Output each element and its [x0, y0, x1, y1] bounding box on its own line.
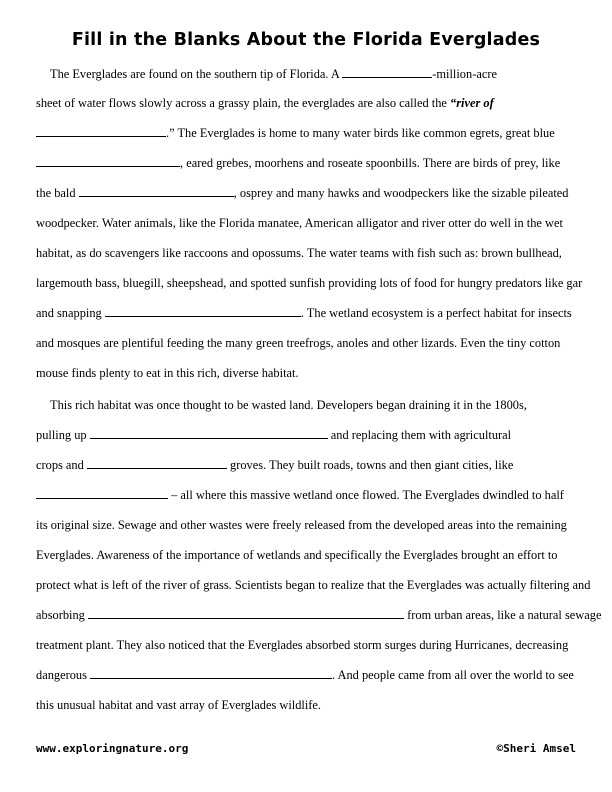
blank-9[interactable]: [88, 608, 404, 619]
text-line: its original size. Sewage and other wastes were freely released from the developed areas into the remaining: [36, 518, 567, 532]
text-line: treatment plant. They also noticed that the Everglades absorbed storm surges during Hurricanes, decreasing: [36, 638, 569, 652]
blank-3[interactable]: [36, 156, 180, 167]
blank-2[interactable]: [36, 126, 166, 137]
text-line: woodpecker. Water animals, like the Florida manatee, American alligator and river otter do well in the wet: [36, 216, 563, 230]
blank-8[interactable]: [36, 488, 168, 499]
text-line: protect what is left of the river of grass. Scientists began to realize that the Everglades was actually filtering and: [36, 578, 591, 592]
text-line: – all where this massive wetland once flowed. The Everglades dwindled to half: [36, 488, 564, 502]
text-line: This rich habitat was once thought to be wasted land. Developers began draining it in the 1800s,: [50, 398, 527, 412]
text-line: The Everglades are found on the southern tip of Florida. A -million-acre: [50, 67, 497, 81]
text-line: pulling up and replacing them with agricultural: [36, 428, 512, 442]
blank-5[interactable]: [105, 306, 301, 317]
text-line: mouse finds plenty to eat in this rich, diverse habitat.: [36, 366, 299, 380]
text-line: crops and groves. They built roads, towns and then giant cities, like: [36, 458, 514, 472]
blank-1[interactable]: [342, 67, 432, 78]
text-line: and snapping . The wetland ecosystem is a perfect habitat for insects: [36, 306, 572, 320]
text-line: the bald , osprey and many hawks and woodpeckers like the sizable pileated: [36, 186, 569, 200]
footer-website: www.exploringnature.org: [36, 742, 189, 755]
text-line: largemouth bass, bluegill, sheepshead, and spotted sunfish providing lots of food for hungry predators like gar: [36, 276, 583, 290]
text-line: Everglades. Awareness of the importance of wetlands and specifically the Everglades brought an effort to: [36, 548, 558, 562]
text-line: and mosques are plentiful feeding the many green treefrogs, anoles and other lizards. Even the tiny cotton: [36, 336, 561, 350]
text-line: sheet of water flows slowly across a grassy plain, the everglades are also called the “river of: [36, 96, 494, 110]
page-title: Fill in the Blanks About the Florida Everglades: [71, 30, 541, 50]
blank-4[interactable]: [79, 186, 234, 197]
blank-7[interactable]: [87, 458, 227, 469]
text-line: .” The Everglades is home to many water birds like common egrets, great blue: [36, 126, 555, 140]
text-line: this unusual habitat and vast array of Everglades wildlife.: [36, 698, 322, 712]
text-line: dangerous . And people came from all over the world to see: [36, 668, 574, 682]
blank-10[interactable]: [90, 668, 332, 679]
blank-6[interactable]: [90, 428, 328, 439]
footer-copyright: ©Sheri Amsel: [496, 742, 576, 755]
text-line: habitat, as do scavengers like raccoons and opossums. The water teams with fish such as: brown bullhead,: [36, 246, 562, 260]
text-line: absorbing from urban areas, like a natural sewage: [36, 608, 602, 622]
text-line: , eared grebes, moorhens and roseate spoonbills. There are birds of prey, like: [36, 156, 560, 170]
